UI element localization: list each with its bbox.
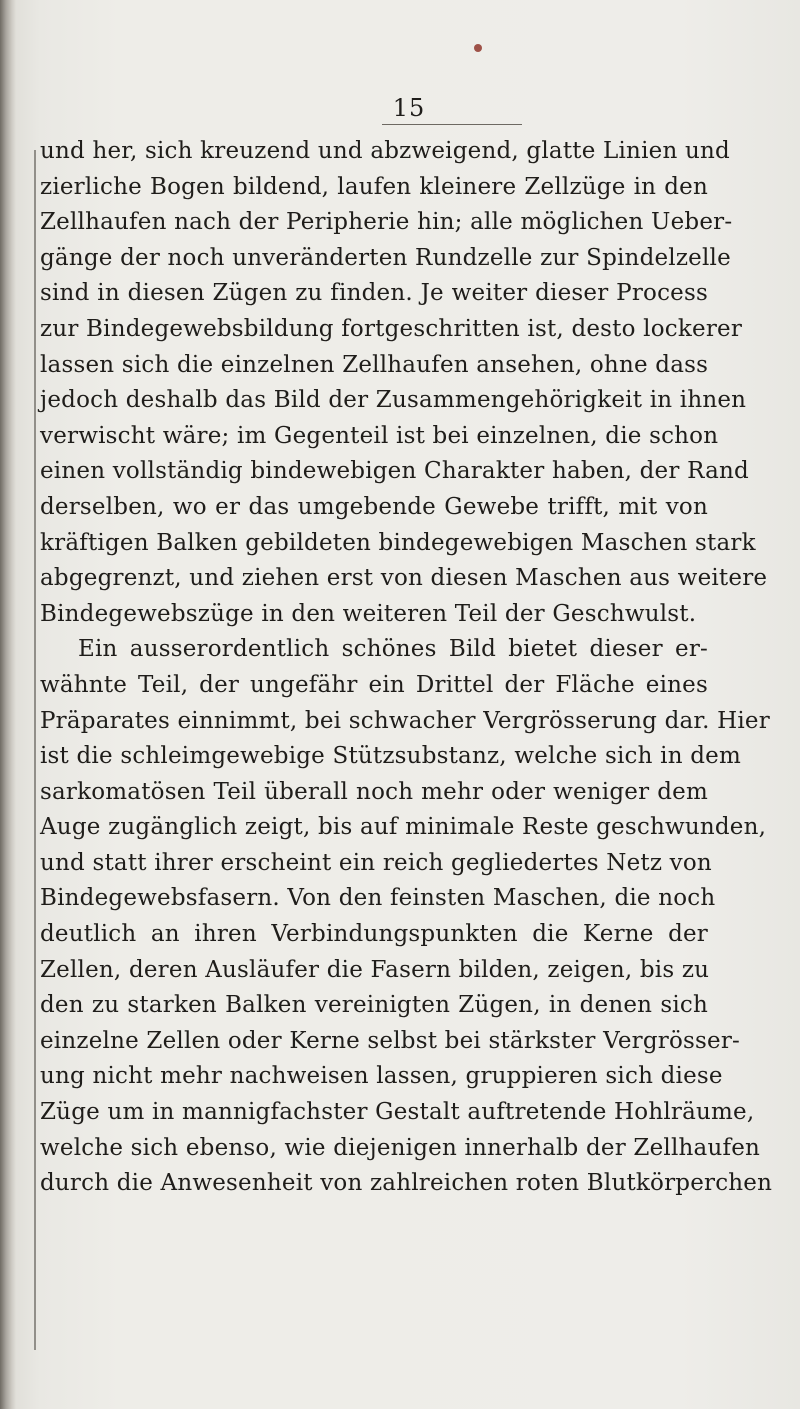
- body-text: [40, 134, 773, 1202]
- text-line: verwischt wäre; im Gegenteil ist bei einzelnen, die schon: [40, 422, 719, 449]
- text-line: derselben, wo er das umgebende Gewebe trifft, mit von: [40, 493, 708, 520]
- ink-dot: [474, 44, 482, 52]
- text-line: wähnte Teil, der ungefähr ein Drittel der Fläche eines: [40, 671, 708, 698]
- text-line: welche sich ebenso, wie diejenigen innerhalb der Zellhaufen: [40, 1134, 761, 1161]
- page-number: [0, 94, 800, 122]
- text-line: einzelne Zellen oder Kerne selbst bei stärkster Vergrösser-: [40, 1027, 740, 1054]
- binding-gutter: [0, 0, 16, 1409]
- text-line: Zellen, deren Ausläufer die Fasern bilden, zeigen, bis zu: [40, 956, 710, 983]
- text-line: lassen sich die einzelnen Zellhaufen ansehen, ohne dass: [40, 351, 709, 378]
- text-line: jedoch deshalb das Bild der Zusammengehörigkeit in ihnen: [40, 387, 747, 414]
- text-line: ist die schleimgewebige Stützsubstanz, welche sich in dem: [40, 743, 741, 770]
- text-line: sind in diesen Zügen zu finden. Je weiter dieser Process: [40, 280, 708, 307]
- text-line: sarkomatösen Teil überall noch mehr oder weniger dem: [40, 778, 708, 805]
- text-line: durch die Anwesenheit von zahlreichen roten Blutkörperchen: [40, 1170, 773, 1197]
- text-line: abgegrenzt, und ziehen erst von diesen Maschen aus weitere: [40, 565, 768, 592]
- text-line: zierliche Bogen bildend, laufen kleinere Zellzüge in den: [40, 173, 708, 200]
- text-line: kräftigen Balken gebildeten bindegewebigen Maschen stark: [40, 529, 756, 556]
- text-line: den zu starken Balken vereinigten Zügen, in denen sich: [40, 992, 708, 1019]
- text-line: ung nicht mehr nachweisen lassen, gruppieren sich diese: [40, 1063, 723, 1090]
- left-margin-edge: [34, 150, 36, 1350]
- text-line: einen vollständig bindewebigen Charakter haben, der Rand: [40, 458, 749, 485]
- text-line: und her, sich kreuzend und abzweigend, glatte Linien und: [40, 138, 730, 164]
- text-line: Zellhaufen nach der Peripherie hin; alle möglichen Ueber-: [40, 209, 733, 236]
- text-line: gänge der noch unveränderten Rundzelle zur Spindelzelle: [40, 244, 731, 271]
- text-line: Bindegewebsfasern. Von den feinsten Maschen, die noch: [40, 885, 716, 912]
- text-line: Züge um in mannigfachster Gestalt auftretende Hohlräume,: [40, 1099, 755, 1126]
- page-number-text: 15: [392, 94, 426, 122]
- text-line: Auge zugänglich zeigt, bis auf minimale Reste geschwunden,: [40, 814, 767, 841]
- text-line: Präparates einnimmt, bei schwacher Vergrösserung dar. Hier: [40, 707, 770, 734]
- text-line: und statt ihrer erscheint ein reich gegliedertes Netz von: [40, 849, 712, 876]
- text-line: zur Bindegewebsbildung fortgeschritten ist, desto lockerer: [40, 315, 743, 342]
- text-line: Bindegewebszüge in den weiteren Teil der Geschwulst.: [40, 600, 697, 627]
- text-line: Ein ausserordentlich schönes Bild bietet dieser er-: [78, 636, 708, 663]
- header-rule: [382, 124, 522, 125]
- text-line: deutlich an ihren Verbindungspunkten die Kerne der: [40, 921, 708, 948]
